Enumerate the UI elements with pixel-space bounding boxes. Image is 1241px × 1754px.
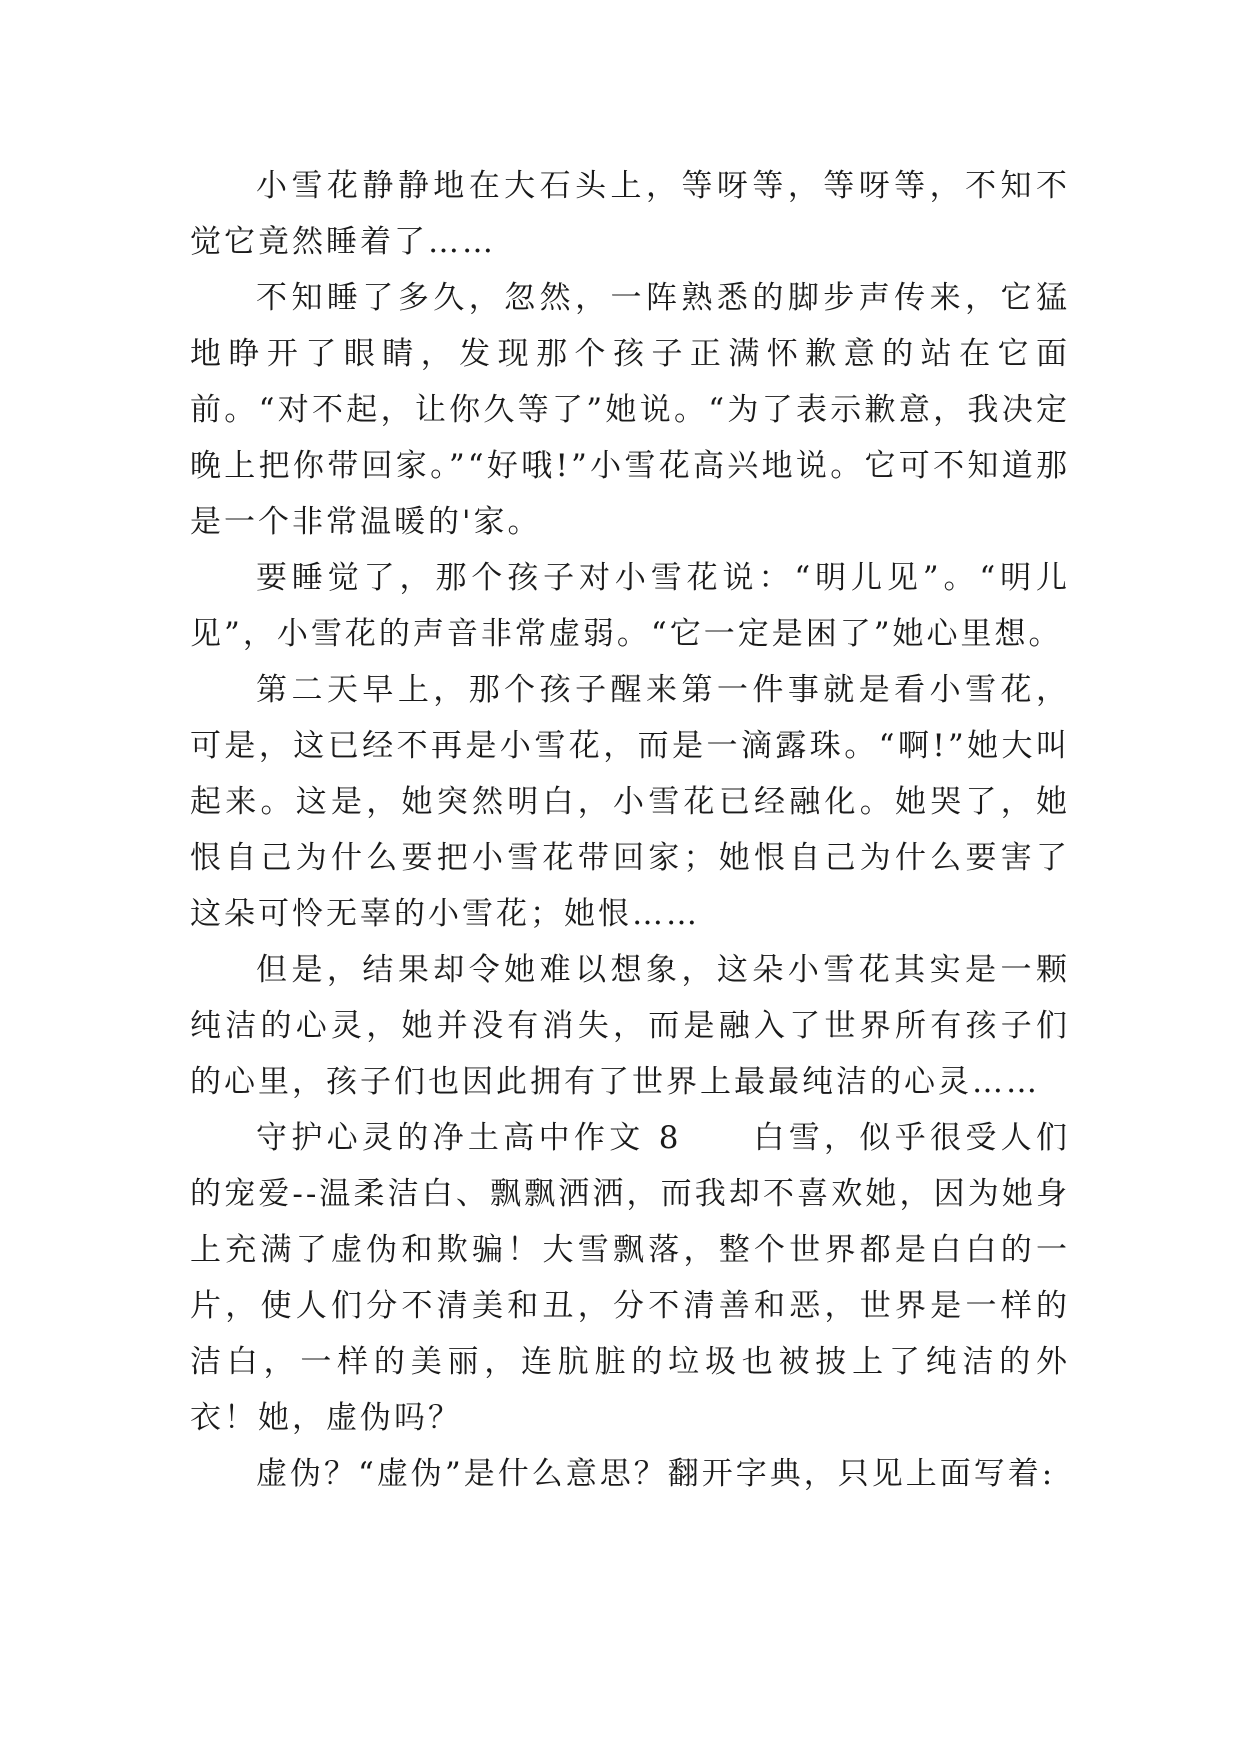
body-text — [190, 158, 1070, 1502]
paragraph-1: 小雪花静静地在大石头上，等呀等，等呀等，不知不觉它竟然睡着了…… — [190, 168, 1070, 260]
paragraph-4: 第二天早上，那个孩子醒来第一件事就是看小雪花，可是，这已经不再是小雪花，而是一滴露珠。“啊!”她大叫起来。这是，她突然明白，小雪花已经融化。她哭了，她恨自己为什么要把小雪花带回家；她恨自己为什么要害了这朵可怜无辜的小雪花；她恨…… — [190, 672, 1070, 932]
paragraph-3: 要睡觉了，那个孩子对小雪花说：“明儿见”。“明儿见”，小雪花的声音非常虚弱。“它一定是困了”她心里想。 — [190, 560, 1070, 652]
paragraph-2: 不知睡了多久，忽然，一阵熟悉的脚步声传来，它猛地睁开了眼睛，发现那个孩子正满怀歉意的站在它面前。“对不起，让你久等了”她说。“为了表示歉意，我决定晚上把你带回家。”“好哦!”小雪花高兴地说。它可不知道那是一个非常温暖的'家。 — [190, 280, 1070, 540]
paragraph-5: 但是，结果却令她难以想象，这朵小雪花其实是一颗纯洁的心灵，她并没有消失，而是融入了世界所有孩子们的心里，孩子们也因此拥有了世界上最最纯洁的心灵…… — [190, 952, 1070, 1100]
paragraph-6: 守护心灵的净土高中作文 8 白雪，似乎很受人们的宠爱--温柔洁白、飘飘洒洒，而我却不喜欢她，因为她身上充满了虚伪和欺骗！大雪飘落，整个世界都是白白的一片，使人们分不清美和丑，分不清善和恶，世界是一样的洁白，一样的美丽，连肮脏的垃圾也被披上了纯洁的外衣！她，虚伪吗？ — [190, 1120, 1070, 1436]
paragraph-7: 虚伪？“虚伪”是什么意思？翻开字典，只见上面写着: — [256, 1456, 1056, 1492]
